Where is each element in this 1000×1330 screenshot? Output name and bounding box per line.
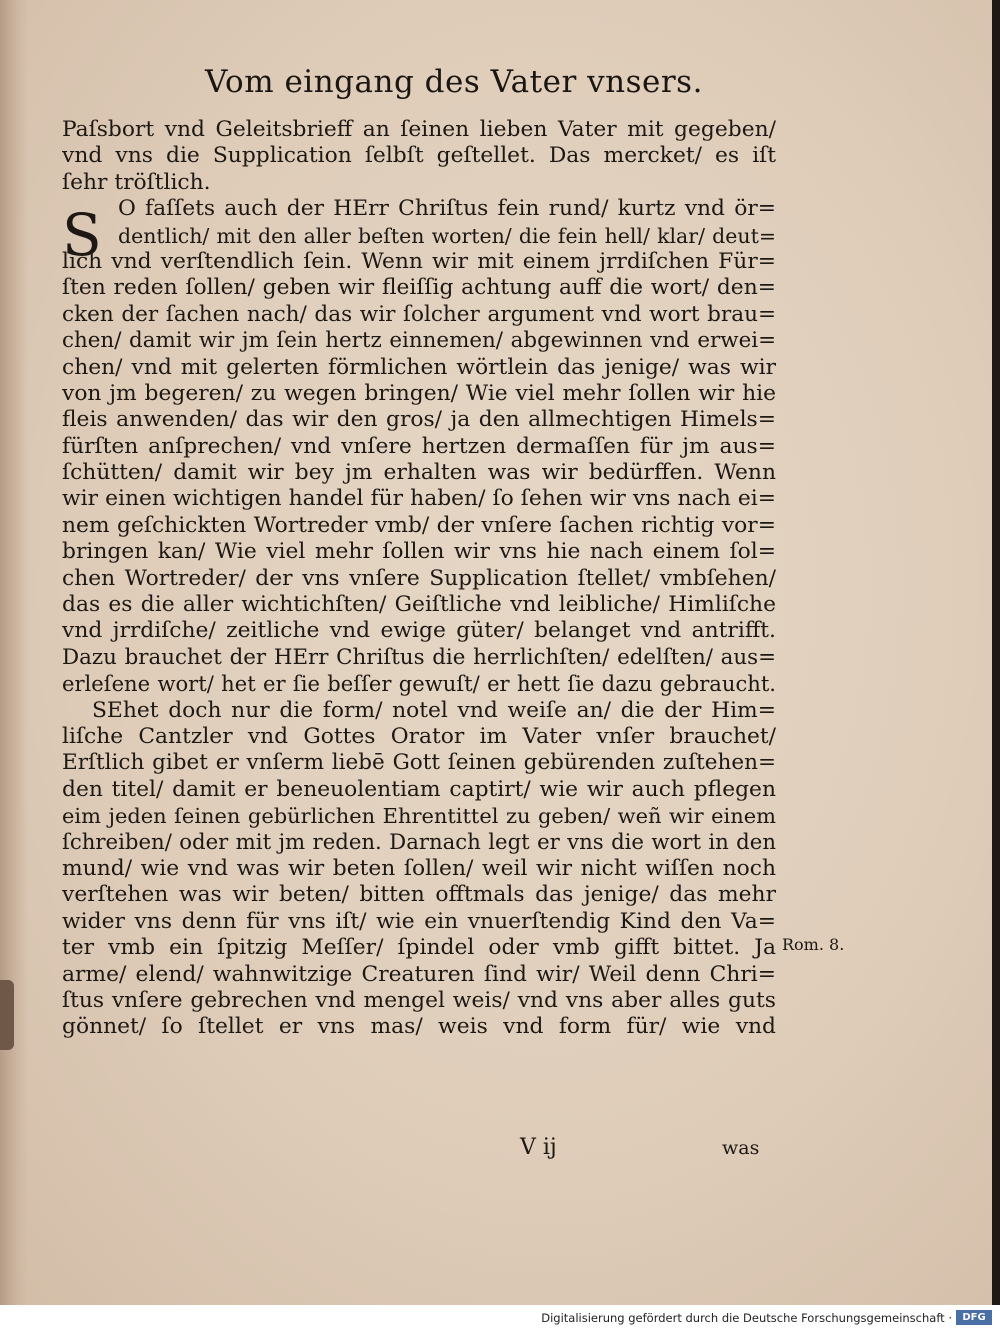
initial-letter: S xyxy=(62,201,102,269)
funding-credit: Digitalisierung gefördert durch die Deutsche Forschungsgemeinschaft · xyxy=(541,1311,952,1325)
page-edge-shadow xyxy=(0,0,28,1305)
text-line: mund/ wie vnd was wir beten ſollen/ weil wir nicht wiſſen noch xyxy=(62,855,776,881)
text-line: ſten reden ſollen/ geben wir fleiſſig achtung auff die wort/ den= xyxy=(62,275,776,301)
text-line: SEhet doch nur die form/ notel vnd weiſe an/ die der Him= xyxy=(92,697,776,723)
signature-mark: V ij xyxy=(520,1135,557,1160)
text-line: fleis anwenden/ das wir den gros/ ja den allmechtigen Himels= xyxy=(62,407,776,433)
text-line: wir einen wichtigen handel für haben/ ſo ſehen wir vns nach ei= xyxy=(62,486,776,512)
text-line: nem geſchickten Wortreder vmb/ der vnſere ſachen richtig vor= xyxy=(62,512,776,538)
text-line: chen/ vnd mit gelerten förmlichen wörtlein das jenige/ was wir xyxy=(62,354,776,380)
text-line: vnd jrrdiſche/ zeitliche vnd ewige güter/ belanget vnd antrifft. xyxy=(62,618,776,644)
margin-note: Rom. 8. xyxy=(782,935,845,954)
text-line: gönnet/ ſo ſtellet er vns mas/ weis vnd form für/ wie vnd xyxy=(62,1014,776,1040)
catchword: was xyxy=(722,1137,760,1159)
text-line: lich vnd verſtendlich ſein. Wenn wir mit einem jrrdiſchen Für= xyxy=(62,248,776,274)
text-line: O faſſets auch der HErr Chriſtus fein rund/ kurtz vnd ör= xyxy=(118,196,776,222)
text-line: cken der ſachen nach/ das wir ſolcher argument vnd wort brau= xyxy=(62,301,776,327)
text-line: den titel/ damit er beneuolentiam captirt/ wie wir auch pflegen xyxy=(62,776,776,802)
text-line: fürſten anſprechen/ vnd vnſere hertzen dermaſſen für jm aus= xyxy=(62,433,776,459)
text-line: ſtus vnſere gebrechen vnd mengel weis/ vnd vns aber alles guts xyxy=(62,987,776,1013)
text-block xyxy=(62,117,776,1041)
text-line: chen/ damit wir jm ſein hertz einnemen/ abgewinnen vnd erwei= xyxy=(62,328,776,354)
page-stain xyxy=(0,980,14,1050)
text-line: eim jeden ſeinen gebürlichen Ehrentittel zu geben/ weñ wir einem xyxy=(62,804,776,829)
running-head: Vom eingang des Vater vnsers. xyxy=(205,64,703,100)
text-line: Dazu brauchet der HErr Chriſtus die herrlichſten/ edelſten/ aus= xyxy=(62,644,776,670)
dfg-logo: DFG xyxy=(956,1310,992,1325)
footer-bar xyxy=(0,1305,1000,1330)
text-line: ſehr tröſtlich. xyxy=(62,169,211,195)
text-line: Erſtlich gibet er vnſerm liebē Gott ſeinen gebürenden zuſtehen= xyxy=(62,750,776,776)
text-line: bringen kan/ Wie viel mehr ſollen wir vns hie nach einem ſol= xyxy=(62,539,776,565)
text-line: von jm begeren/ zu wegen bringen/ Wie viel mehr ſollen wir hie xyxy=(62,380,776,406)
text-line: wider vns denn für vns iſt/ wie ein vnuerſtendig Kind den Va= xyxy=(62,908,776,934)
text-line: Paſsbort vnd Geleitsbrieff an ſeinen lieben Vater mit gegeben/ xyxy=(62,117,776,142)
scan-border xyxy=(992,0,1000,1305)
text-line: erleſene wort/ het er ſie beſſer gewuſt/ er hett ſie dazu gebraucht. xyxy=(62,671,776,697)
text-line: das es die aller wichtichſten/ Geiſtliche vnd leibliche/ Himliſche xyxy=(62,592,776,618)
text-line: liſche Cantzler vnd Gottes Orator im Vater vnſer brauchet/ xyxy=(62,723,776,749)
text-line: vnd vns die Supplication ſelbſt geſtellet. Das mercket/ es iſt xyxy=(62,143,776,169)
text-line: chen Wortreder/ der vns vnſere Supplication ſtellet/ vmbſehen/ xyxy=(62,565,776,591)
text-line: arme/ elend/ wahnwitzige Creaturen ſind wir/ Weil denn Chri= xyxy=(62,961,776,987)
text-line: dentlich/ mit den aller beſten worten/ die fein hell/ klar/ deut= xyxy=(118,223,776,248)
text-line: ſchreiben/ oder mit jm reden. Darnach legt er vns die wort in den xyxy=(62,829,776,855)
text-line: verſtehen was wir beten/ bitten offtmals das jenige/ das mehr xyxy=(62,882,776,908)
text-line: ter vmb ein ſpitzig Meſſer/ ſpindel oder vmb gifft bittet. Ja xyxy=(62,935,776,961)
text-line: ſchütten/ damit wir bey jm erhalten was wir bedürffen. Wenn xyxy=(62,460,776,486)
